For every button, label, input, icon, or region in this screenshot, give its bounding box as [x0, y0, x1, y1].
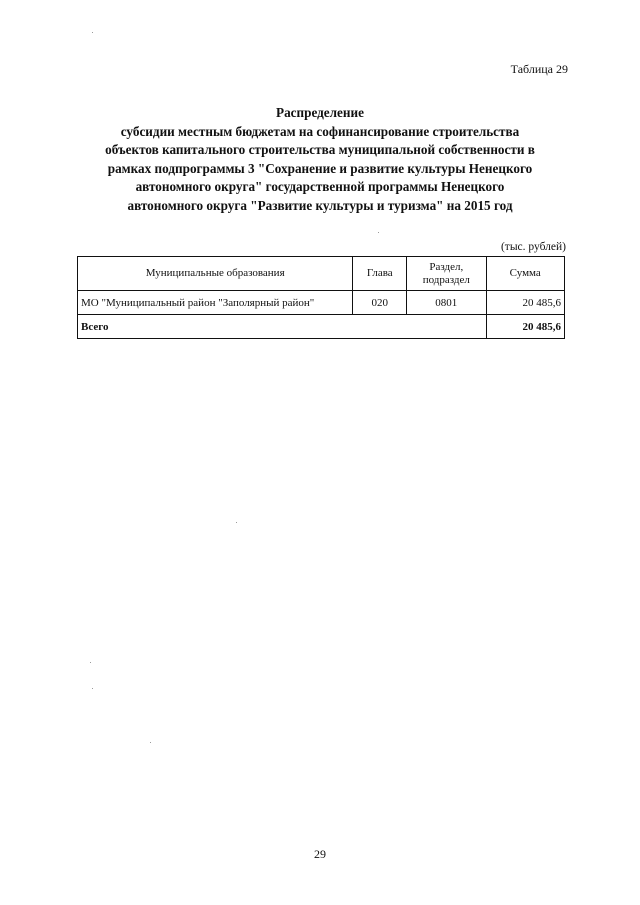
title-line: субсидии местным бюджетам на софинансирование строительства — [120, 123, 520, 139]
title-line: автономного округа" государственной программы Ненецкого — [135, 179, 505, 194]
cell-razdel: 0801 — [407, 291, 486, 315]
header-razdel — [407, 257, 486, 291]
cell-glava: 020 — [353, 291, 407, 315]
scan-speck — [92, 32, 93, 33]
title-line: объектов капитального строительства муниципальной собственности в — [105, 142, 535, 157]
page-number: 29 — [314, 847, 326, 861]
scan-speck — [236, 522, 237, 523]
title-line: рамках подпрограммы 3 "Сохранение и развитие культуры Ненецкого — [107, 160, 533, 176]
units-label: (тыс. рублей) — [500, 241, 566, 253]
cell-municipality: МО "Муниципальный район "Заполярный район" — [78, 291, 353, 315]
scan-speck — [90, 662, 91, 663]
total-sum: 20 485,6 — [486, 315, 565, 339]
scan-speck — [92, 688, 93, 689]
header-razdel-line: Раздел, — [429, 260, 464, 273]
header-glava: Глава — [353, 257, 407, 291]
header-razdel-line: подраздел — [422, 273, 470, 286]
table-row — [78, 291, 565, 315]
table-total-row — [78, 315, 565, 339]
header-sum: Сумма — [486, 257, 565, 291]
header-municipalities: Муниципальные образования — [78, 257, 353, 291]
title-line: автономного округа "Развитие культуры и туризма" на 2015 год — [127, 197, 513, 213]
scan-speck — [150, 742, 151, 743]
distribution-table — [77, 256, 565, 339]
document-title — [70, 104, 570, 215]
total-label: Всего — [78, 315, 487, 339]
title-line: Распределение — [276, 105, 364, 120]
cell-sum: 20 485,6 — [486, 291, 565, 315]
scan-speck — [378, 232, 379, 233]
table-header-row — [78, 257, 565, 291]
table-number: Таблица 29 — [510, 62, 568, 76]
